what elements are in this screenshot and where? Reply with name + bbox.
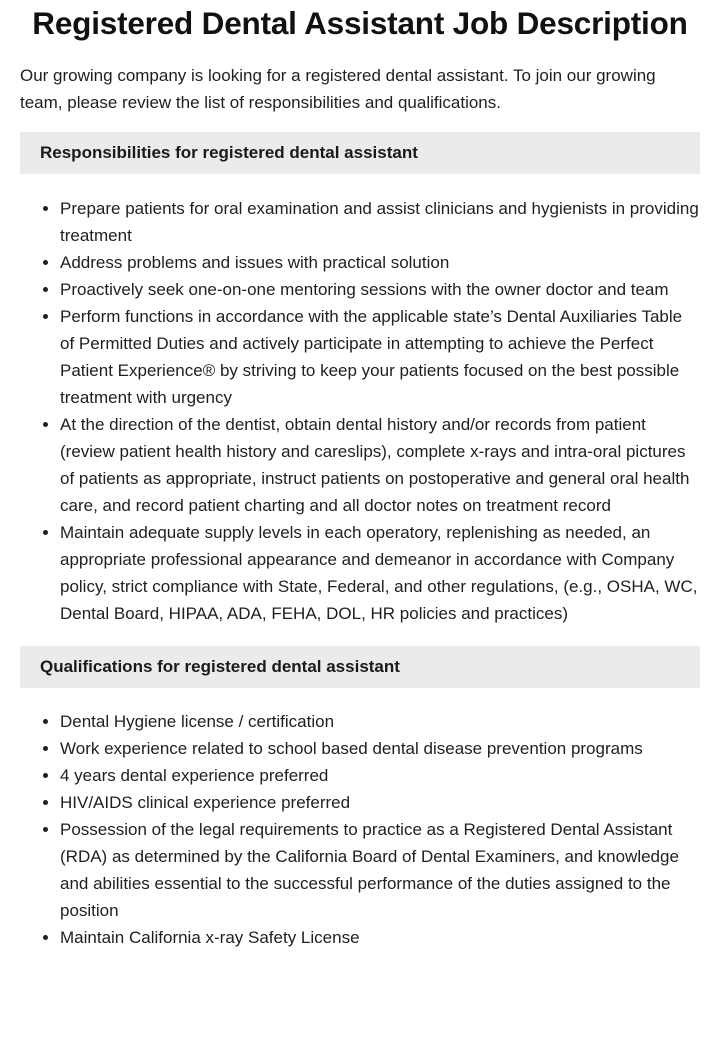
intro-paragraph: Our growing company is looking for a registered dental assistant. To join our growing team, please review the list of responsibilities and qualifications. (20, 66, 656, 112)
list-item: • Maintain California x-ray Safety License (60, 924, 700, 951)
list-item: • At the direction of the dentist, obtain dental history and/or records from patient (review patient health history and careslips), complete x-rays and intra-oral pictures of patients as appropriate, instruct patients on postoperative and general oral health care, and record patient charting and all doctor notes on treatment record (60, 411, 700, 519)
qualifications-heading: Qualifications for registered dental assistant (20, 646, 700, 688)
list-item: • HIV/AIDS clinical experience preferred (60, 789, 700, 816)
responsibilities-list (20, 195, 700, 627)
list-item: • Perform functions in accordance with the applicable state’s Dental Auxiliaries Table of Permitted Duties and actively participate in attempting to achieve the Perfect Patient Experience® by striving to keep your patients focused on the best possible treatment with urgency (60, 303, 700, 411)
list-item: • Prepare patients for oral examination and assist clinicians and hygienists in providing treatment (60, 195, 700, 249)
list-item: • Work experience related to school based dental disease prevention programs (60, 735, 700, 762)
list-item: • Maintain adequate supply levels in each operatory, replenishing as needed, an appropriate professional appearance and demeanor in accordance with Company policy, strict compliance with State, Federal, and other regulations, (e.g., OSHA, WC, Dental Board, HIPAA, ADA, FEHA, DOL, HR policies and practices) (60, 519, 700, 627)
list-item: • Dental Hygiene license / certification (60, 708, 700, 735)
page-title: Registered Dental Assistant Job Description (32, 5, 688, 41)
responsibilities-heading: Responsibilities for registered dental assistant (20, 132, 700, 174)
list-item: • Proactively seek one-on-one mentoring sessions with the owner doctor and team (60, 276, 700, 303)
list-item: • 4 years dental experience preferred (60, 762, 700, 789)
qualifications-list (20, 708, 700, 951)
list-item: • Possession of the legal requirements to practice as a Registered Dental Assistant (RDA) as determined by the California Board of Dental Examiners, and knowledge and abilities essential to the successful performance of the duties assigned to the position (60, 816, 700, 924)
list-item: • Address problems and issues with practical solution (60, 249, 700, 276)
